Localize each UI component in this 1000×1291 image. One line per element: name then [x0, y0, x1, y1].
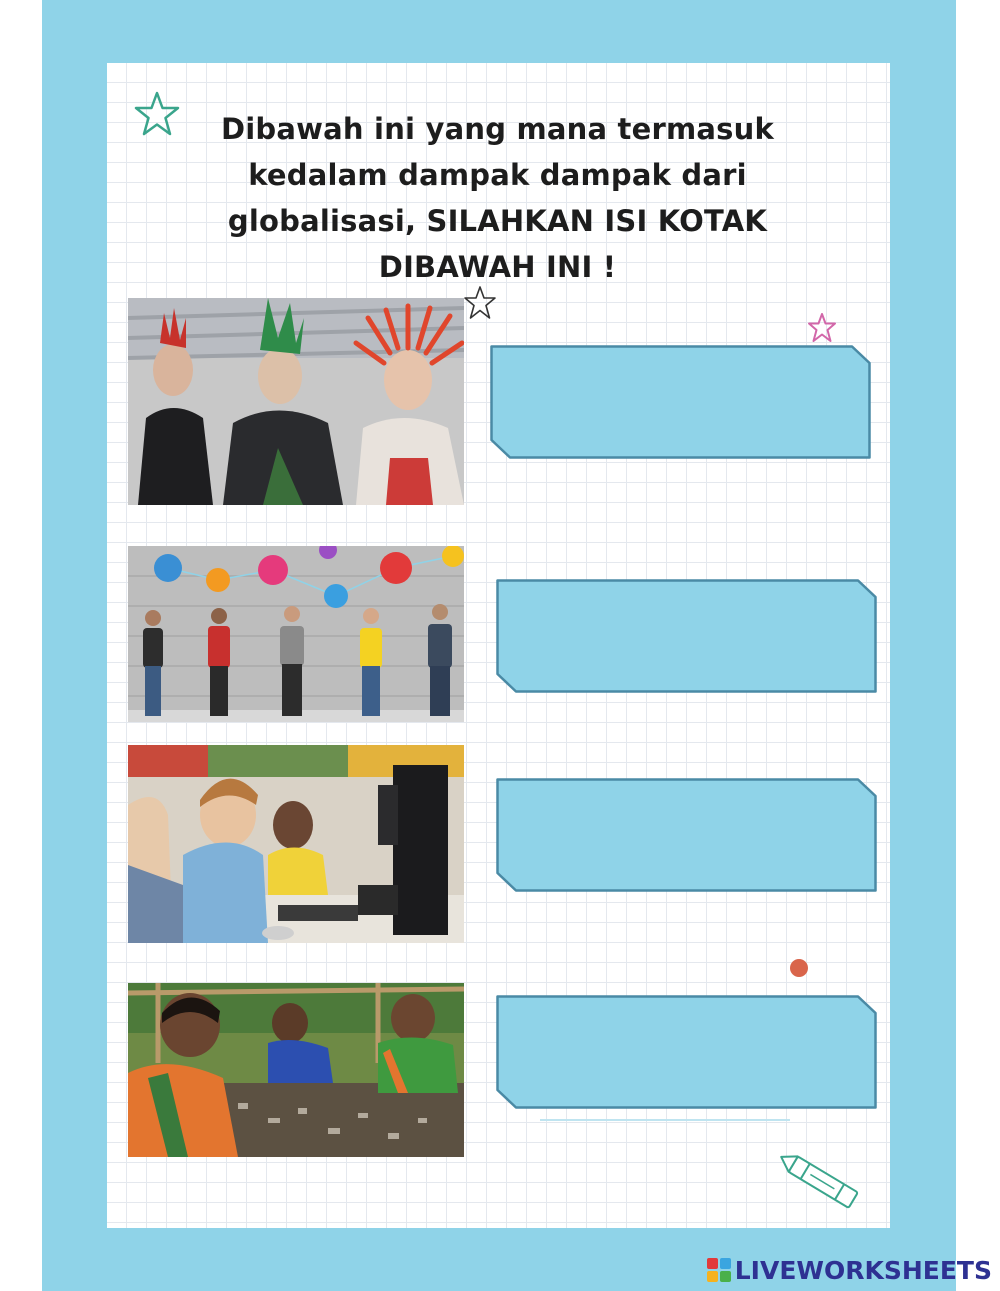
star-icon	[463, 285, 497, 321]
photo-people-phones	[128, 546, 464, 722]
answer-box[interactable]	[496, 778, 877, 892]
answer-box[interactable]	[496, 579, 877, 693]
title-line: Dibawah ini yang mana termasuk	[221, 112, 774, 146]
answer-box[interactable]	[496, 995, 877, 1109]
liveworksheets-logo	[707, 1253, 992, 1287]
star-icon	[134, 90, 180, 138]
crayon-icon	[772, 1152, 870, 1212]
star-icon	[807, 312, 837, 344]
photo-children-computers	[128, 745, 464, 943]
logo-icon	[707, 1258, 731, 1282]
title-line: kedalam dampak dampak dari	[248, 158, 747, 192]
page-title	[185, 106, 810, 290]
dot-icon	[790, 959, 808, 977]
title-line: DIBAWAH INI !	[378, 250, 617, 284]
photo-punk-group	[128, 298, 464, 505]
photo-kids-outdoor-phones	[128, 983, 464, 1157]
title-line: globalisasi, SILAHKAN ISI KOTAK	[227, 204, 768, 238]
logo-text: LIVEWORKSHEETS	[734, 1255, 992, 1285]
answer-box[interactable]	[490, 345, 871, 459]
divider-line	[540, 1119, 790, 1121]
